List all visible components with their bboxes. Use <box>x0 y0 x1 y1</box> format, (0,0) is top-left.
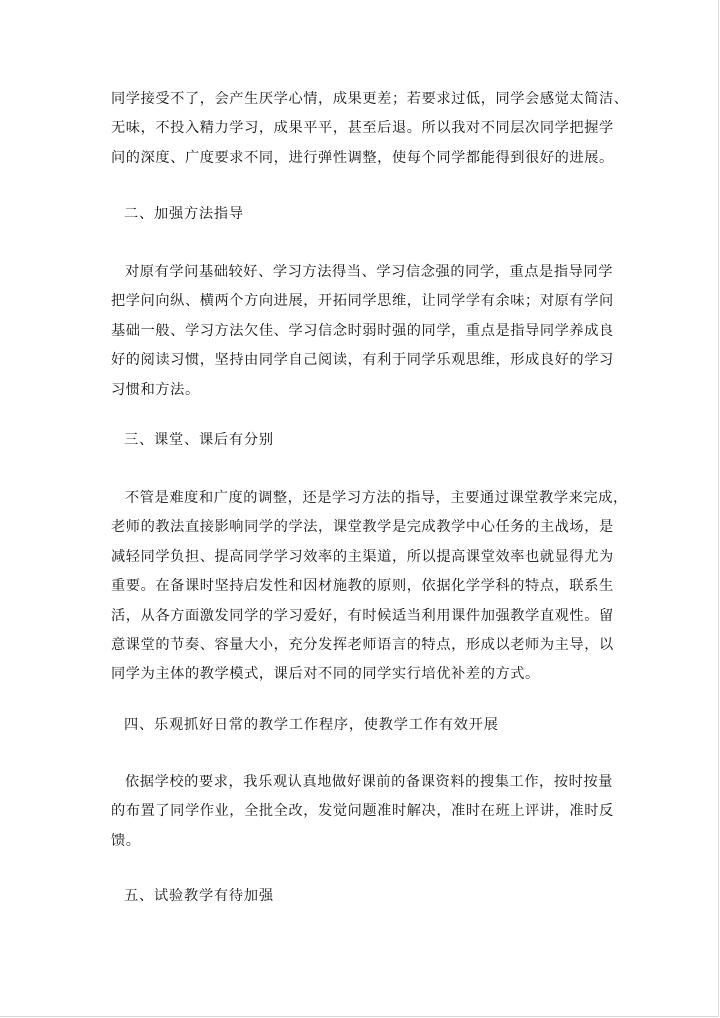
section-heading-4: 四、乐观抓好日常的教学工作程序，使教学工作有效开展 <box>124 717 499 733</box>
paragraph-line: 基础一般、学习方法欠佳、学习信念时弱时强的同学，重点是指导同学养成良 <box>111 322 614 339</box>
paragraph-line: 减轻同学负担、提高同学学习效率的主渠道，所以提高课堂效率也就显得尤为 <box>111 548 614 565</box>
paragraph-line: 重要。在备课时坚持启发性和因材施教的原则，依据化学学科的特点，联系生 <box>111 578 614 595</box>
paragraph-2 <box>111 258 631 405</box>
paragraph-line: 问的深度、广度要求不同，进行弹性调整，使每个同学都能得到很好的进展。 <box>111 149 614 166</box>
paragraph-line: 老师的教法直接影响同学的学法，课堂教学是完成教学中心任务的主战场，是 <box>111 519 614 536</box>
paragraph-line: 依据学校的要求，我乐观认真地做好课前的备课资料的搜集工作，按时按量 <box>125 774 613 790</box>
paragraph-3 <box>111 484 631 690</box>
paragraph-line: 同学为主体的教学模式，课后对不同的同学实行培优补差的方式。 <box>111 666 540 683</box>
paragraph-line: 馈。 <box>111 832 141 849</box>
section-heading-5: 五、试验教学有待加强 <box>124 888 274 904</box>
paragraph-line: 无味，不投入精力学习，成果平平，甚至后退。所以我对不同层次同学把握学 <box>111 120 614 137</box>
paragraph-line: 把学问向纵、横两个方向进展，开拓同学思维，让同学学有余味；对原有学问 <box>111 293 614 310</box>
paragraph-line: 同学接受不了，会产生厌学心情，成果更差；若要求过低，同学会感觉太简洁、 <box>111 91 629 107</box>
paragraph-line: 的布置了同学作业，全批全改，发觉问题准时解决，准时在班上评讲，准时反 <box>111 803 614 820</box>
section-heading-2: 二、加强方法指导 <box>124 206 244 222</box>
paragraph-line: 意课堂的节奏、容量大小，充分发挥老师语言的特点，形成以老师为主导，以 <box>111 636 614 653</box>
paragraph-line: 习惯和方法。 <box>111 381 200 398</box>
paragraph-line: 活，从各方面激发同学的学习爱好，有时候适当利用课件加强教学直观性。留 <box>111 607 614 624</box>
paragraph-line: 不管是难度和广度的调整，还是学习方法的指导，主要通过课堂教学来完成， <box>125 490 628 506</box>
paragraph-4 <box>111 768 631 856</box>
section-heading-3: 三、课堂、课后有分别 <box>124 432 274 448</box>
paragraph-1 <box>111 85 631 173</box>
paragraph-line: 好的阅读习惯，坚持由同学自己阅读，有利于同学乐观思维，形成良好的学习 <box>111 352 614 369</box>
paragraph-line: 对原有学问基础较好、学习方法得当、学习信念强的同学，重点是指导同学 <box>125 264 613 280</box>
